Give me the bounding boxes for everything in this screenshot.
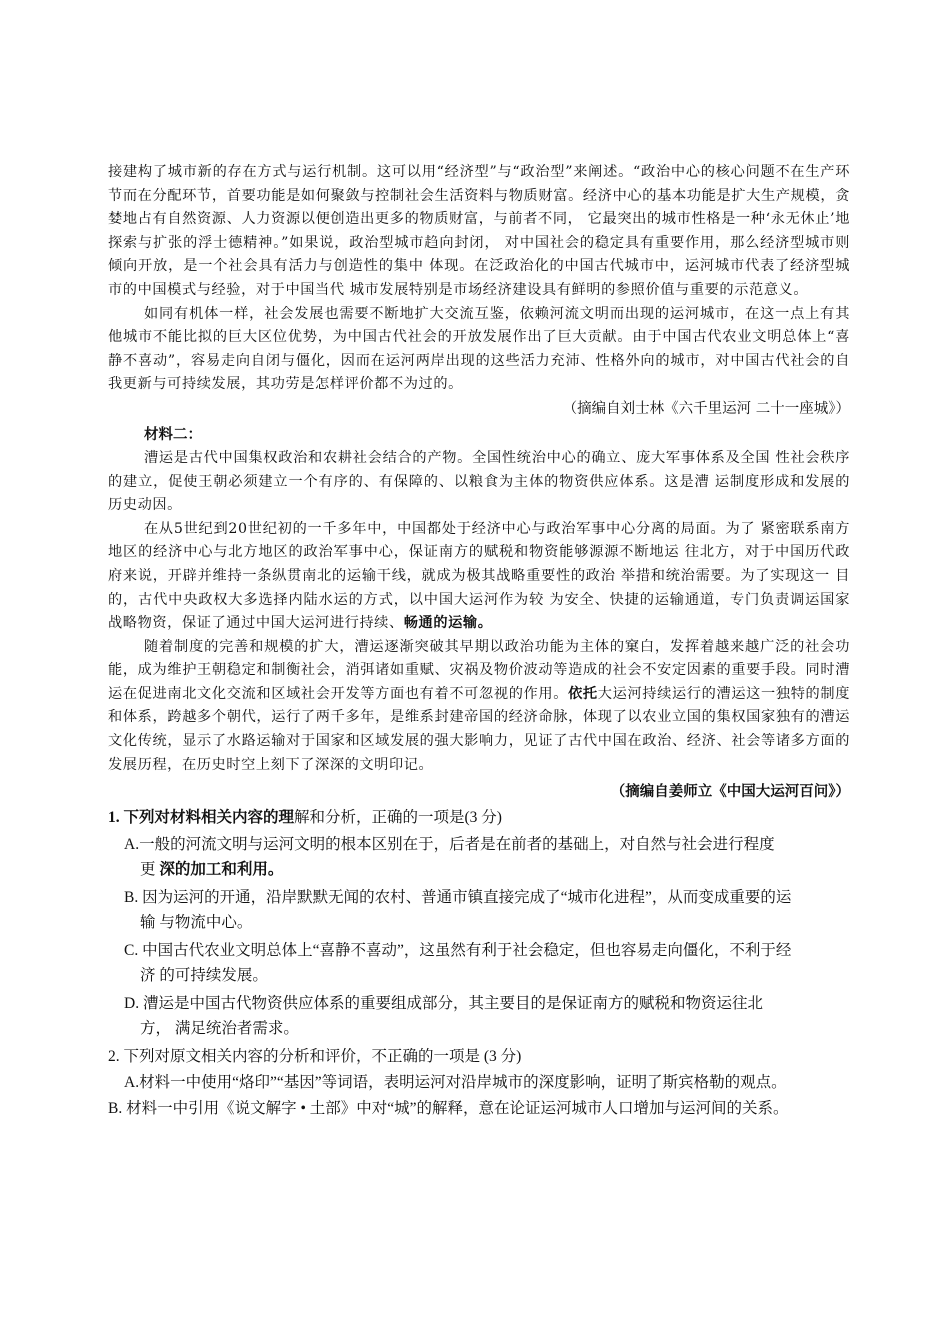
material2-paragraph-3-rest: 大运河持续运行的漕运这一独特的制度和体系，跨越多个朝代，运行了两千多年，是维系封建帝国的经济命脉，体现了以农业立国的集权国家独有的漕运文化传统，显示了水路运输对于国家和区域发展的强大影响力，见证了古代中国在政治、经济、社会等诸多方面的发展历程，在历史时空上刻下了深深的文明印记。: [108, 685, 851, 773]
material1-source: （摘编自刘士林《六千里运河 二十一座城》）: [562, 400, 850, 417]
material2-paragraph-3: [108, 636, 850, 778]
material2-paragraph-2: [108, 518, 850, 636]
material2-paragraph-2-bold: 畅通的运输。: [403, 615, 493, 632]
material1-paragraph-2: 如同有机体一样，社会发展也需要不断地扩大交流互鉴，依赖河流文明而出现的运河城市，在这一点上有其他城市不能比拟的巨大区位优势，为中国古代社会的开放发展作出了巨大贡献。由于中国古代农业文明总体上“喜静不喜动”，容易走向自闭与僵化，因而在运河两岸出现的这些活力充沛、性格外向的城市，对中国古代社会的自我更新与可持续发展，其功劳是怎样评价都不为过的。: [108, 305, 850, 393]
question-1-option-b: [124, 885, 850, 935]
option-a-line-2: [124, 857, 850, 882]
option-d-line-1: D. 漕运是中国古代物资供应体系的重要组成部分，其主要目的是保证南方的赋税和物资运往北: [124, 995, 763, 1013]
option-c-line-1: C. 中国古代农业文明总体上“喜静不喜动”，这虽然有利于社会稳定，但也容易走向僵化，不利于经: [124, 942, 792, 960]
option-b-line-1: B. 因为运河的开通，沿岸默默无闻的农村、普通市镇直接完成了“城市化进程”，从而变成重要的运: [124, 889, 792, 907]
material2-paragraph-3-text: 随着制度的完善和规模的扩大，漕运逐渐突破其早期以政治功能为主体的窠白，发挥着越来越广泛的社会功能，成为维护王朝稳定和制衡社会，消弭诸如重赋、灾祸及物价波动等造成的社会不安定因素的重要手段。同时漕运在促进南北文化交流和区域社会开发等方面也有着不可忽视的作用。: [108, 638, 850, 702]
material1-paragraph-1: 接建构了城市新的存在方式与运行机制。这可以用“经济型”与“政治型”来阐述。“政治中心的核心问题不在生产环节而在分配环节，首要功能是如何聚敛与控制社会生活资料与物质财富。经济中心的基本功能是扩大生产规模，贪婪地占有自然资源、人力资源以便创造出更多的物质财富，与前者不同， 它最突出的城市性格是一种‘永无休止’地探索与扩张的浮士德精神。”如果说，政治型城市趋向封闭， 对中国社会的稳定具有重要作用，那么经济型城市则倾向开放，是一个社会具有活力与创造性的集中 体现。在泛政治化的中国古代城市中，运河城市代表了经济型城市的中国模式与经验，对于中国当代 城市发展特别是市场经济建设具有鲜明的参照价值与重要的示范意义。: [108, 164, 850, 298]
question-2-option-b: B. 材料一中引用《说文解字 • 土部》中对“城”的解释，意在论证运河城市人口增加与运河间的关系。: [108, 1100, 789, 1118]
question-2-option-a: A.材料一中使用“烙印”“基因”等词语，表明运河对沿岸城市的深度影响，证明了斯宾格勒的观点。: [124, 1074, 787, 1092]
material2-source: （摘编自姜师立《中国大运河百问》）: [610, 783, 850, 801]
material2-paragraph-2-text: 在从5世纪到20世纪初的一千多年中，中国都处于经济中心与政治军事中心分离的局面。为了 紧密联系南方地区的经济中心与北方地区的政治军事中心，保证南方的赋税和物资能够源源不断地运 往北方，对于中国历代政府来说，开辟并维持一条纵贯南北的运输干线，就成为极其战略重要性的政治 举措和统治需要。为了实现这一 目的，古代中央政权大多选择内陆水运的方式，以中国大运河作为较 为安全、快捷的运输通道，专门负责调运国家战略物资，保证了通过中国大运河进行持续、: [108, 520, 850, 632]
question-1-stem: [108, 805, 850, 831]
option-a-line-2-text: 更: [140, 861, 160, 879]
material2-paragraph-3-bold: 依托: [568, 685, 598, 702]
question-1-option-a: [124, 832, 850, 882]
option-b-line-2: 输 与物流中心。: [140, 914, 253, 932]
question-1-stem-bold: 1. 下列对材料相关内容的理: [108, 809, 295, 827]
question-1-stem-rest: 解和分析，正确的一项是(3 分): [294, 809, 502, 827]
question-1-option-c: [124, 938, 850, 988]
option-a-line-1: A.一般的河流文明与运河文明的根本区别在于，后者是在前者的基础上，对自然与社会进行程度: [124, 836, 775, 854]
material2-title: 材料二：: [144, 425, 202, 443]
question-1-option-d: [124, 991, 850, 1041]
option-d-line-2: 方， 满足统治者需求。: [140, 1020, 299, 1038]
option-a-line-2-bold: 深的加工和利用。: [159, 861, 284, 879]
option-c-line-2: 济 的可持续发展。: [140, 967, 268, 985]
document-page: [108, 161, 850, 1122]
question-2-stem: 2. 下列对原文相关内容的分析和评价，不正确的一项是 (3 分): [108, 1048, 522, 1066]
material2-paragraph-1: 漕运是古代中国集权政治和农耕社会结合的产物。全国性统治中心的确立、庞大军事体系及全国 性社会秩序的建立，促使王朝必须建立一个有序的、有保障的、以粮食为主体的物资供应体系。这是漕 运制度形成和发展的历史动因。: [108, 449, 850, 514]
